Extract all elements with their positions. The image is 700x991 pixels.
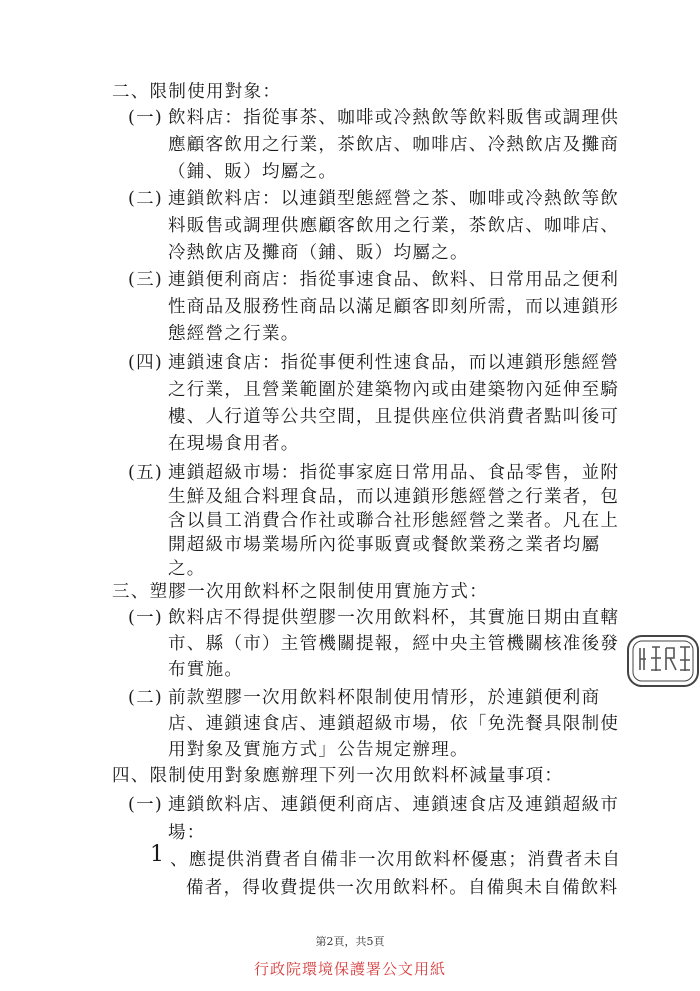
section-2-item-4-line-2: 之行業，且營業範圍於建築物內或由建築物內延伸至騎 <box>168 380 620 400</box>
section-4-title: 四、限制使用對象應辦理下列一次用飲料杯減量事項： <box>112 766 564 786</box>
section-4-item-1-line-2: 場： <box>168 823 206 843</box>
section-3-item-2-num: (二) <box>128 688 164 708</box>
section-3-title: 三、塑膠一次用飲料杯之限制使用實施方式： <box>112 582 488 602</box>
office-paper-label: 行政院環境保護署公文用紙 <box>253 960 446 978</box>
section-3-item-1-line-3: 布實施。 <box>168 660 244 680</box>
section-3-item-2-line-3: 用對象及實施方式」公告規定辦理。 <box>168 740 469 760</box>
section-4-sub-1-line-2: 備者，得收費提供一次用飲料杯。自備與未自備飲料 <box>186 878 619 898</box>
section-2-item-3-line-3: 態經營之行業。 <box>168 324 300 344</box>
section-2-item-2-num: (二) <box>128 189 164 209</box>
section-4-sub-1-num: 1 <box>150 842 164 867</box>
section-3-item-1-line-1: 飲料店不得提供塑膠一次用飲料杯，其實施日期由直轄 <box>168 608 620 628</box>
seal-stamp <box>624 630 700 690</box>
section-2-item-2-line-2: 料販售或調理供應顧客飲用之行業，茶飲店、咖啡店、 <box>168 216 620 236</box>
section-2-item-1-line-2: 應顧客飲用之行業，茶飲店、咖啡店、冷熱飲店及攤商 <box>168 135 620 155</box>
section-2-item-1-line-1: 飲料店：指從事茶、咖啡或冷熱飲等飲料販售或調理供 <box>168 108 620 128</box>
section-2-item-3-line-2: 性商品及服務性商品以滿足顧客即刻所需，而以連鎖形 <box>168 297 620 317</box>
page-number: 第2頁，共5頁 <box>315 935 385 948</box>
section-2-item-5-line-3: 含以員工消費合作社或聯合社形態經營之業者。凡在上 <box>168 511 620 531</box>
section-3-item-2-line-2: 店、連鎖速食店、連鎖超級市場，依「免洗餐具限制使 <box>168 714 620 734</box>
section-4-item-1-line-1: 連鎖飲料店、連鎖便利商店、連鎖速食店及連鎖超級市 <box>168 795 620 815</box>
section-2-item-5-line-2: 生鮮及組合料理食品，而以連鎖形態經營之行業者，包 <box>168 487 620 507</box>
section-2-item-5-line-5: 之。 <box>168 559 206 579</box>
section-2-item-5-line-4: 開超級市場業場所內從事販賣或餐飲業務之業者均屬 <box>168 535 601 555</box>
section-2-item-4-num: (四) <box>128 353 164 373</box>
section-2-item-5-num: (五) <box>128 463 164 483</box>
section-2-item-3-num: (三) <box>128 270 164 290</box>
section-2-item-4-line-3: 樓、人行道等公共空間，且提供座位供消費者點叫後可 <box>168 407 620 427</box>
section-2-item-2-line-3: 冷熱飲店及攤商（鋪、販）均屬之。 <box>168 243 469 263</box>
section-4-sub-1-line-1: 、應提供消費者自備非一次用飲料杯優惠；消費者未自 <box>170 850 622 870</box>
section-3-item-2-line-1: 前款塑膠一次用飲料杯限制使用情形，於連鎖便利商 <box>168 688 601 708</box>
section-2-title: 二、限制使用對象： <box>112 82 282 102</box>
section-2-item-1-num: (一) <box>128 108 164 128</box>
section-2-item-1-line-3: （鋪、販）均屬之。 <box>168 162 338 182</box>
section-2-item-4-line-1: 連鎖速食店：指從事便利性速食品，而以連鎖形態經營 <box>168 353 620 373</box>
section-2-item-5-line-1: 連鎖超級市場：指從事家庭日常用品、食品零售，並附 <box>168 463 620 483</box>
section-3-item-1-line-2: 市、縣（市）主管機關提報，經中央主管機關核准後發 <box>168 634 620 654</box>
section-4-item-1-num: (一) <box>128 795 164 815</box>
section-2-item-4-line-4: 在現場食用者。 <box>168 434 300 454</box>
section-2-item-2-line-1: 連鎖飲料店：以連鎖型態經營之茶、咖啡或冷熱飲等飲 <box>168 189 620 209</box>
section-2-item-3-line-1: 連鎖便利商店：指從事速食品、飲料、日常用品之便利 <box>168 270 620 290</box>
section-3-item-1-num: (一) <box>128 608 164 628</box>
